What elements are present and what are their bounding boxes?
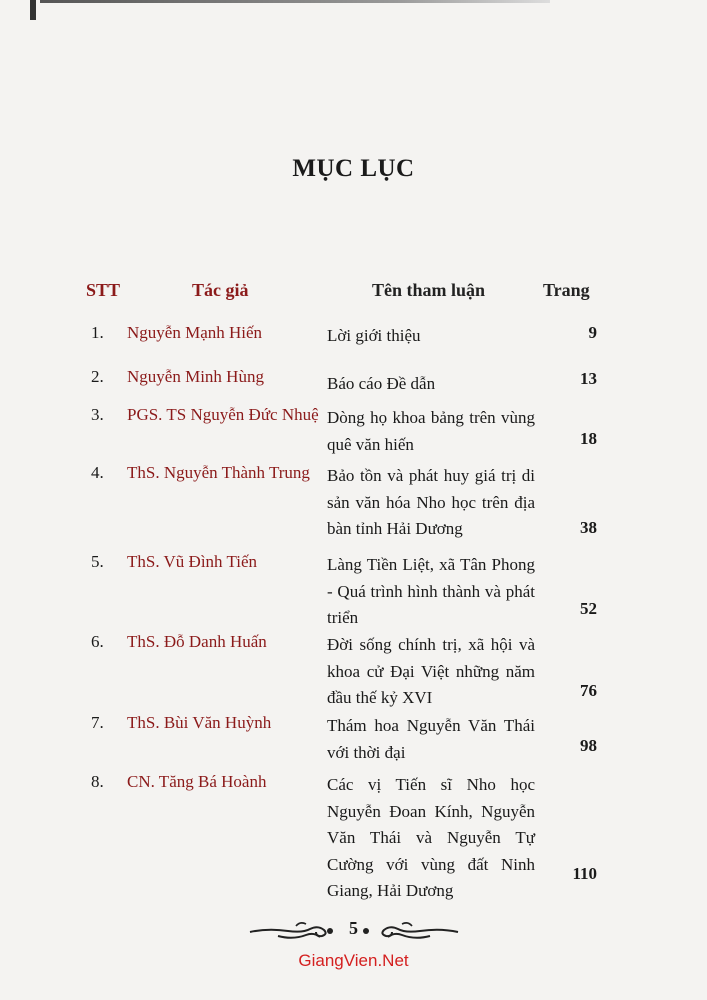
page-top-edge: [40, 0, 550, 3]
entry-number: 2.: [91, 367, 104, 386]
entry-author: Nguyễn Minh Hùng: [127, 367, 264, 386]
entry-number: 1.: [91, 323, 104, 342]
entry-number: 6.: [91, 632, 104, 651]
entry-title: Lời giới thiệu: [327, 326, 421, 345]
entry-number: 3.: [91, 405, 104, 424]
entry-author: ThS. Vũ Đình Tiến: [127, 552, 258, 571]
entry-number: 7.: [91, 713, 104, 732]
entry-author: PGS. TS Nguyễn Đức Nhuệ: [127, 405, 319, 424]
entry-page: 76: [580, 681, 597, 700]
header-paper-title: Tên tham luận: [372, 280, 486, 300]
entry-page: 98: [580, 736, 597, 755]
entry-title: Dòng họ khoa bảng trên vùng quê văn hiến: [327, 408, 535, 454]
entry-author: ThS. Bùi Văn Huỳnh: [127, 713, 272, 732]
entry-title: Bảo tồn và phát huy giá trị di sản văn hóa Nho học trên địa bàn tỉnh Hải Dương: [327, 466, 535, 538]
header-page: Trang: [543, 280, 590, 300]
entry-title: Báo cáo Đề dẫn: [327, 374, 436, 393]
entry-page: 18: [580, 429, 597, 448]
page-number: 5: [349, 918, 358, 938]
entry-title: Làng Tiền Liệt, xã Tân Phong - Quá trình hình thành và phát triển: [327, 555, 535, 627]
header-author: Tác giả: [192, 280, 249, 300]
entry-page: 9: [588, 323, 597, 342]
entry-page: 38: [580, 518, 597, 537]
entry-page: 52: [580, 599, 597, 618]
entry-title: Thám hoa Nguyễn Văn Thái với thời đại: [327, 716, 535, 762]
page-left-shadow: [30, 0, 36, 20]
entry-number: 4.: [91, 463, 104, 482]
header-stt: STT: [86, 280, 121, 300]
entry-page: 110: [572, 864, 597, 883]
entry-author: CN. Tăng Bá Hoành: [127, 772, 267, 791]
page-title: MỤC LỤC: [292, 155, 415, 182]
entry-number: 5.: [91, 552, 104, 571]
entry-author: ThS. Nguyễn Thành Trung: [127, 463, 310, 482]
entry-page: 13: [580, 369, 597, 388]
entry-title: Đời sống chính trị, xã hội và khoa cử Đại Việt những năm đầu thế kỷ XVI: [327, 635, 535, 707]
entry-author: ThS. Đỗ Danh Huấn: [127, 632, 267, 651]
entry-title: Các vị Tiến sĩ Nho học Nguyễn Đoan Kính, Nguyễn Văn Thái và Nguyễn Tự Cường với vùng đất Ninh Giang, Hải Dương: [327, 775, 535, 900]
watermark-text: GiangVien.Net: [298, 951, 409, 970]
entry-author: Nguyễn Mạnh Hiến: [127, 323, 263, 342]
entry-number: 8.: [91, 772, 104, 791]
